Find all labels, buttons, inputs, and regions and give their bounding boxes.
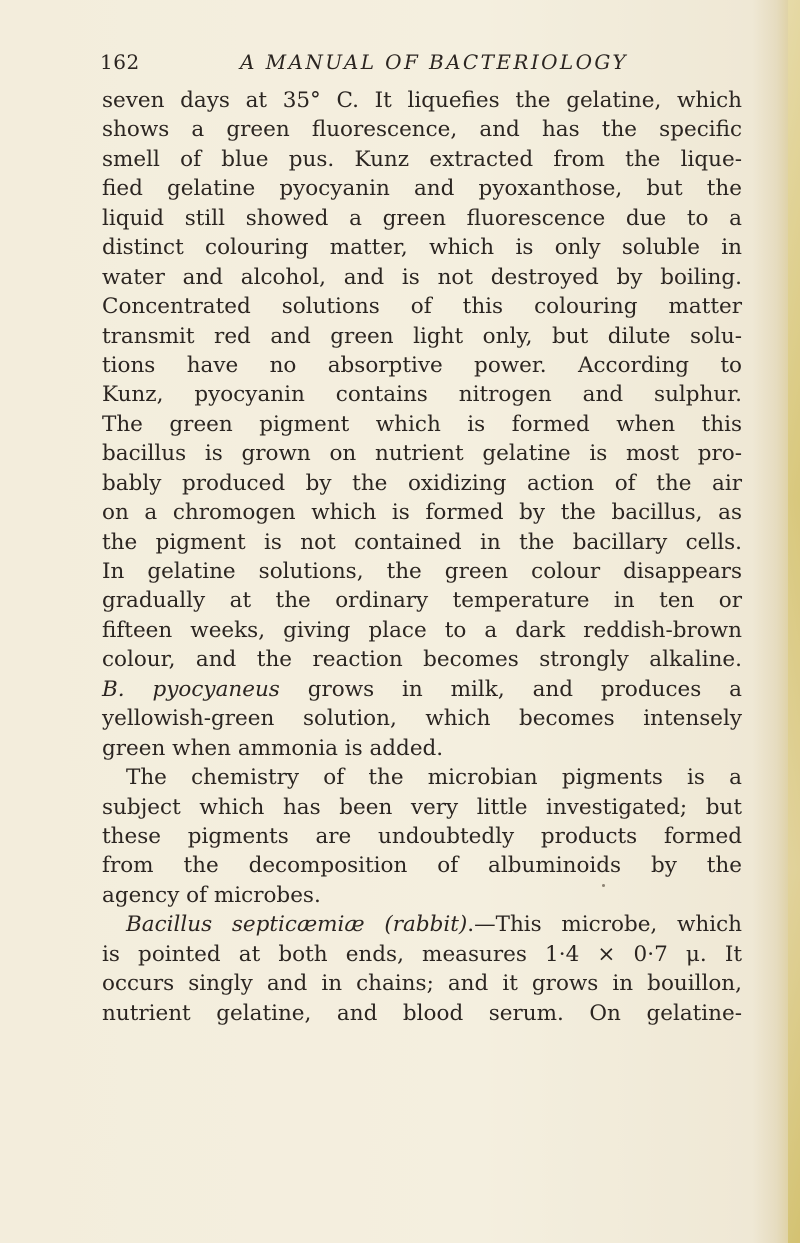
text-line: gradually at the ordinary temperature in ten or [102, 588, 742, 614]
text-line: green when ammonia is added. [102, 735, 444, 761]
text-line: bacillus is grown on nutrient gelatine is most pro- [102, 441, 742, 467]
text-fragment: grows in milk, and produces a [279, 676, 742, 702]
text-line: yellowish-green solution, which becomes intensely [102, 706, 742, 732]
species-name: B. pyocyaneus [102, 676, 280, 702]
text-line: liquid still showed a green fluorescence due to a [102, 205, 742, 231]
page-header [100, 50, 740, 80]
section-heading-species: Bacillus septicæmiæ [126, 912, 365, 938]
text-line: from the decomposition of albuminoids by the [102, 853, 742, 879]
text-line: The green pigment which is formed when this [102, 411, 742, 437]
text-line: occurs singly and in chains; and it grows in bouillon, [102, 971, 742, 997]
text-line: is pointed at both ends, measures 1·4 × 0·7 μ. It [102, 941, 742, 967]
text-line: fifteen weeks, giving place to a dark reddish-brown [102, 617, 742, 643]
body-text [102, 86, 742, 1028]
text-line: seven days at 35° C. It liquefies the gelatine, which [102, 88, 742, 113]
section-heading-line [102, 910, 742, 939]
text-line: smell of blue pus. Kunz extracted from the lique- [102, 146, 742, 172]
text-line: Concentrated solutions of this colouring matter [102, 294, 742, 320]
text-line: these pigments are undoubtedly products formed [102, 823, 742, 849]
page-edge-stain [788, 0, 800, 1243]
text-line: transmit red and green light only, but dilute solu- [102, 323, 742, 349]
text-line: the pigment is not contained in the bacillary cells. [102, 529, 742, 555]
page-number: 162 [100, 50, 140, 74]
text-line: colour, and the reaction becomes strongly alkaline. [102, 647, 742, 673]
text-line-species [102, 675, 742, 704]
text-line: on a chromogen which is formed by the bacillus, as [102, 500, 742, 526]
text-line: agency of microbes. [102, 882, 321, 908]
text-line: The chemistry of the microbian pigments is a [126, 765, 742, 791]
text-line: Kunz, pyocyanin contains nitrogen and sulphur. [102, 382, 742, 408]
text-line: nutrient gelatine, and blood serum. On gelatine- [102, 1000, 742, 1026]
section-heading-host: (rabbit) [384, 912, 468, 938]
paper-speck [602, 884, 605, 887]
text-line: subject which has been very little investigated; but [102, 794, 742, 820]
text-line: bably produced by the oxidizing action of the air [102, 470, 742, 496]
text-line: water and alcohol, and is not destroyed by boiling. [102, 264, 742, 290]
running-title: A MANUAL OF BACTERIOLOGY [240, 50, 629, 74]
text-line: distinct colouring matter, which is only soluble in [102, 235, 742, 261]
text-line: fied gelatine pyocyanin and pyoxanthose, but the [102, 176, 742, 202]
text-line: shows a green fluorescence, and has the specific [102, 117, 742, 143]
text-line: In gelatine solutions, the green colour disappears [102, 559, 742, 584]
text-fragment: .—This microbe, which [467, 912, 742, 938]
text-line: tions have no absorptive power. According to [102, 352, 742, 378]
